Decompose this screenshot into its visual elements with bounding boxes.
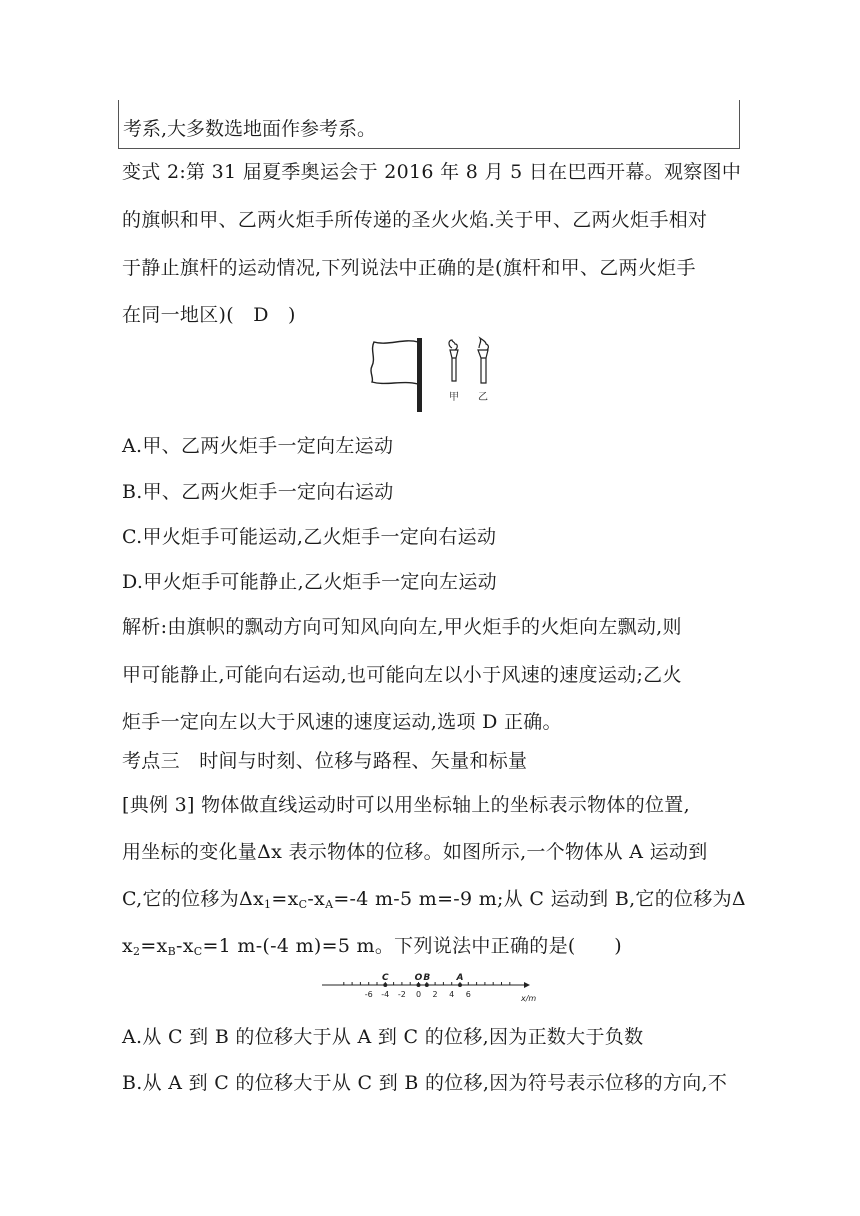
note-box (118, 100, 740, 149)
flag-torch-figure (366, 336, 506, 416)
example3-line-1: [典例 3] 物体做直线运动时可以用坐标轴上的坐标表示物体的位置, (122, 794, 690, 816)
label-yi: 乙 (478, 392, 488, 403)
example3-line-3: C,它的位移为$\Delta x_1=x_C-x_A=-4$ m-5 m=-9 m;从 C 运动到 B,它的位移为Δ (122, 888, 746, 911)
coordinate-axis (318, 968, 548, 1006)
axis-point-label-o: O (414, 973, 423, 983)
example3-line-2: 用坐标的变化量Δx 表示物体的位移。如图所示,一个物体从 A 运动到 (122, 841, 708, 863)
analysis-line-3: 炬手一定向左以大于风速的速度运动,选项 D 正确。 (122, 711, 562, 733)
torch-yi (478, 338, 488, 383)
axis-arrow (524, 982, 530, 988)
label-jia: 甲 (449, 392, 459, 403)
axis-point-label-c: C (381, 973, 389, 983)
axis-point-c (383, 983, 387, 987)
analysis-line-1: 解析:由旗帜的飘动方向可知风向向左,甲火炬手的火炬向左飘动,则 (122, 616, 682, 638)
axis-point-label-b: B (423, 973, 431, 983)
section-title: 考点三 时间与时刻、位移与路程、矢量和标量 (122, 750, 528, 772)
axis-point-label-a: A (456, 973, 464, 983)
axis-tick-label: 6 (465, 990, 471, 999)
axis-tick-label: 0 (415, 990, 422, 999)
variant2-line-4: 在同一地区)( D ) (122, 304, 296, 326)
torch-jia (449, 340, 458, 381)
example3-option-a: A.从 C 到 B 的位移大于从 A 到 C 的位移,因为正数大于负数 (122, 1026, 644, 1048)
axis-point-o (417, 983, 421, 987)
axis-point-b (425, 983, 429, 987)
option-b: B.甲、乙两火炬手一定向右运动 (122, 481, 394, 503)
axis-tick-label: 2 (432, 990, 438, 999)
axis-tick-label: 4 (449, 990, 455, 999)
variant2-line-3: 于静止旗杆的运动情况,下列说法中正确的是(旗杆和甲、乙两火炬手 (122, 257, 696, 279)
analysis-line-2: 甲可能静止,可能向右运动,也可能向左以小于风速的速度运动;乙火 (122, 664, 682, 686)
example3-option-b: B.从 A 到 C 的位移大于从 C 到 B 的位移,因为符号表示位移的方向,不 (122, 1072, 728, 1094)
option-d: D.甲火炬手可能静止,乙火炬手一定向左运动 (122, 571, 497, 593)
axis-tick-label: -2 (397, 990, 406, 999)
variant2-line-1: 变式 2:第 31 届夏季奥运会于 2016 年 8 月 5 日在巴西开幕。观察图中 (122, 161, 742, 183)
axis-unit-label: x/m (521, 994, 537, 1003)
note-box-text: 考系,大多数选地面作参考系。 (123, 118, 377, 140)
option-a: A.甲、乙两火炬手一定向左运动 (122, 435, 394, 457)
axis-tick-label: -6 (364, 990, 373, 999)
axis-tick-label: -4 (381, 990, 390, 999)
flag-pole (417, 338, 422, 412)
flag (371, 341, 418, 384)
variant2-line-2: 的旗帜和甲、乙两火炬手所传递的圣火火焰.关于甲、乙两火炬手相对 (122, 209, 708, 231)
option-c: C.甲火炬手可能运动,乙火炬手一定向右运动 (122, 526, 497, 548)
example3-line-4: $x_2=x_B-x_C=1$ m-(-4 m)=5 m。下列说法中正确的是( ) (122, 935, 622, 958)
axis-point-a (458, 983, 462, 987)
